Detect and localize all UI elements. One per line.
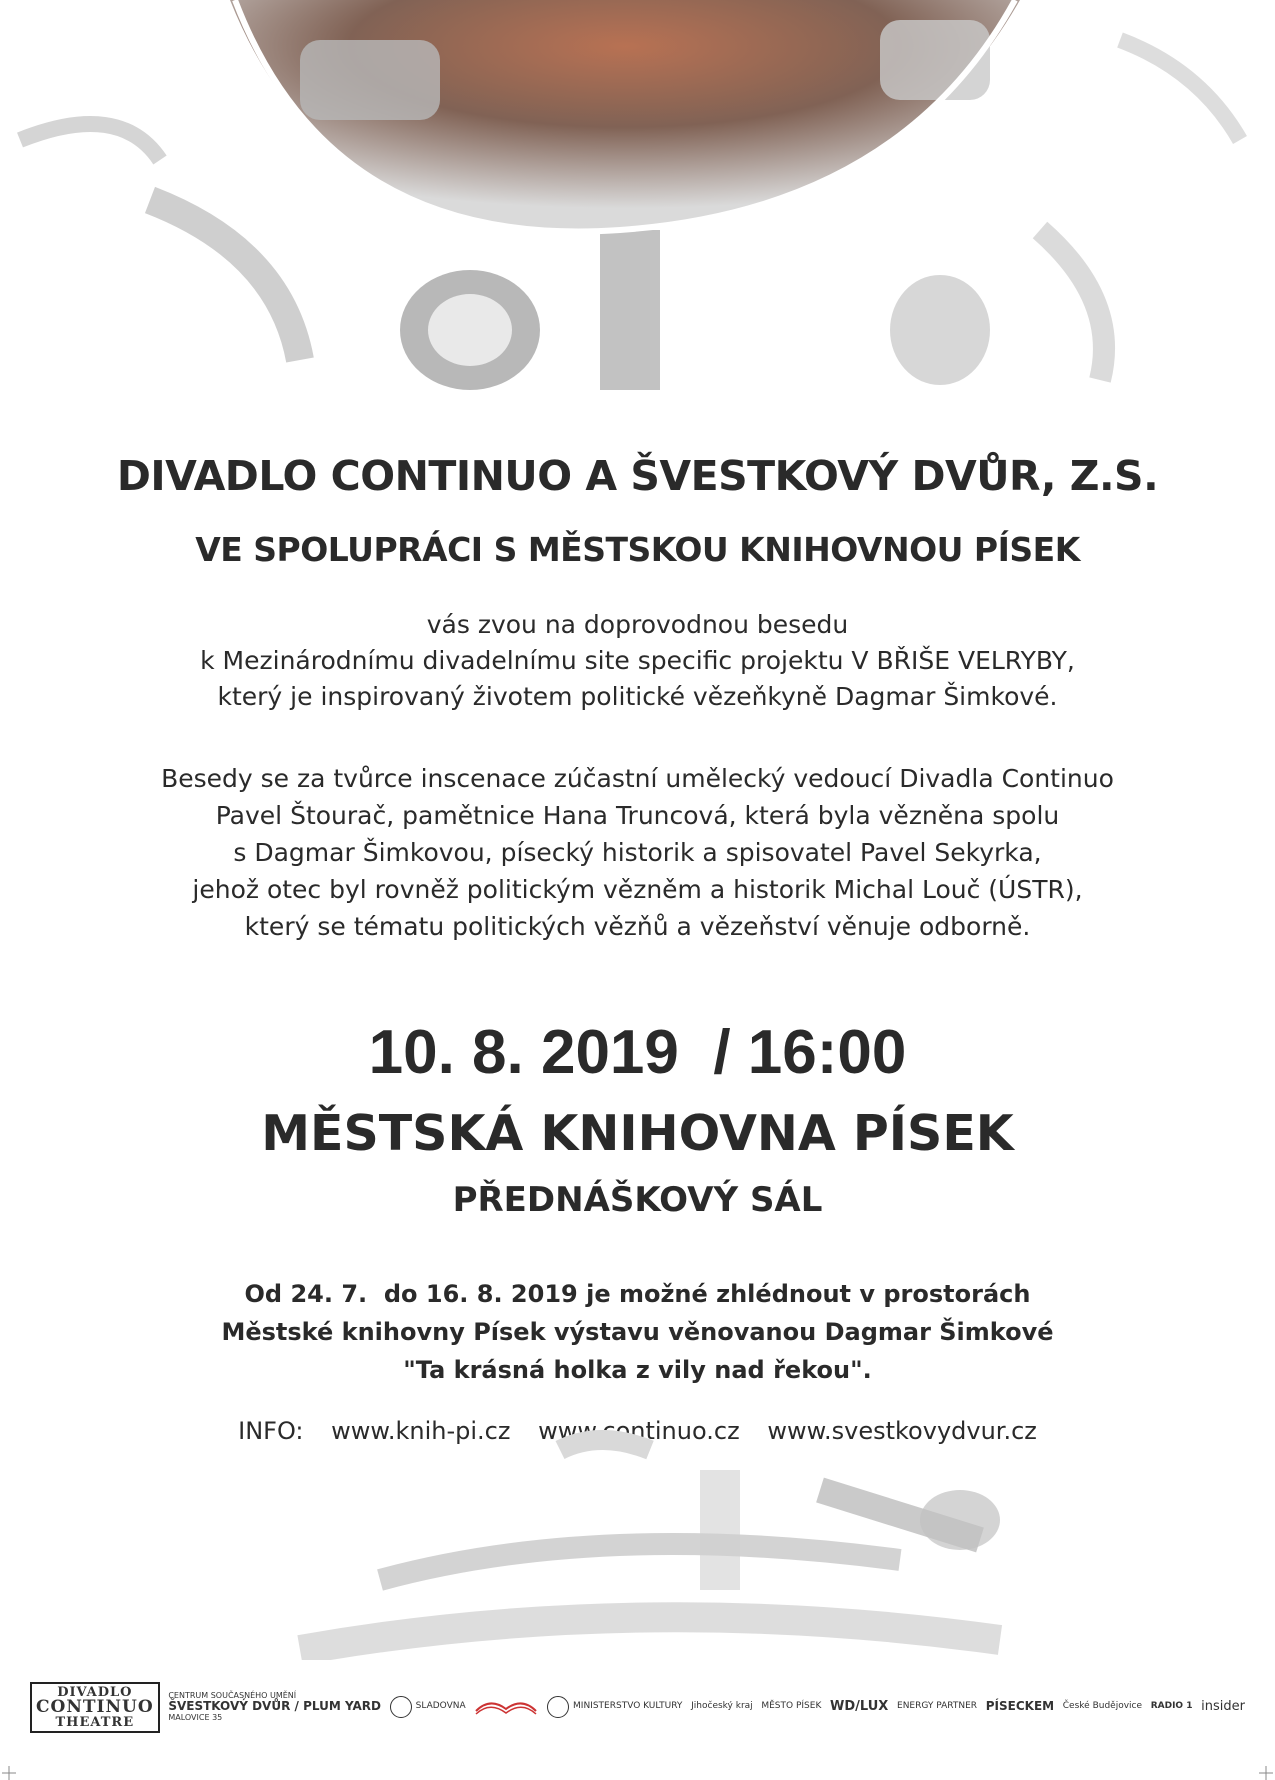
info-label: INFO: (238, 1417, 304, 1445)
ministry-logo (547, 1696, 682, 1718)
wave-icon (474, 1695, 538, 1715)
logo-text: DIVADLO (57, 1684, 133, 1700)
insider-logo: insider (1201, 1698, 1245, 1714)
intro-text (0, 607, 1275, 715)
event-room: PŘEDNÁŠKOVÝ SÁL (452, 1180, 823, 1220)
exhibition-line: Od 24. 7. do 16. 8. 2019 je možné zhlédnout v prostorách (244, 1280, 1031, 1308)
organizers-heading: DIVADLO CONTINUO A ŠVESTKOVÝ DVŮR, Z.S. (116, 452, 1159, 500)
participants-line: Besedy se za tvůrce inscenace zúčastní umělecký vedoucí Divadla Continuo (161, 764, 1114, 793)
logo-text: CONTINUO (36, 1696, 154, 1717)
info-link-knihovna[interactable]: www.knih-pi.cz (331, 1417, 511, 1445)
logo-text: THEATRE (55, 1714, 135, 1730)
crop-mark (1259, 1766, 1273, 1780)
intro-line: k Mezinárodnímu divadelnímu site specific projektu V BŘIŠE VELRYBY, (200, 646, 1075, 675)
cooperation-heading: VE SPOLUPRÁCI S MĚSTSKOU KNIHOVNOU PÍSEK (195, 530, 1080, 569)
logo-text: SLADOVNA (415, 1701, 466, 1712)
svestkovy-dvur-logo (168, 1692, 381, 1723)
energy-logo: ENERGY PARTNER (897, 1701, 978, 1712)
bottom-photo-collage (0, 1430, 1275, 1660)
exhibition-line: "Ta krásná holka z vily nad řekou". (403, 1356, 872, 1384)
intro-line: vás zvou na doprovodnou besedu (426, 610, 849, 639)
participants-line: který se tématu politických vězňů a vězeňství věnuje odborně. (244, 912, 1031, 941)
logo-text: CENTRUM SOUČASNÉHO UMĚNÍ (168, 1690, 297, 1700)
library-logo (474, 1695, 538, 1719)
cb-logo: České Budějovice (1062, 1701, 1143, 1712)
region-logo: Jihočeský kraj (691, 1701, 753, 1712)
exhibition-line: Městské knihovny Písek výstavu věnovanou Dagmar Šimkové (221, 1318, 1054, 1346)
crop-mark (2, 1766, 16, 1780)
info-link-svestkovy[interactable]: www.svestkovydvur.cz (767, 1417, 1037, 1445)
logo-text: ŠVESTKOVÝ DVŮR / PLUM YARD (168, 1699, 381, 1714)
logo-text: MINISTERSTVO KULTURY (573, 1701, 683, 1712)
intro-line: který je inspirovaný životem politické vězeňkyně Dagmar Šimkové. (217, 682, 1058, 711)
top-photo-collage (0, 0, 1275, 440)
participants-line: jehož otec byl rovněž politickým vězněm a historik Michal Louč (ÚSTR), (192, 875, 1083, 904)
info-link-continuo[interactable]: www.continuo.cz (538, 1417, 740, 1445)
radio-logo: RADIO 1 (1150, 1701, 1193, 1712)
city-logo: MĚSTO PÍSEK (761, 1701, 822, 1712)
piseckem-logo: PÍSECKEM (985, 1699, 1055, 1714)
wdlux-logo: WD/LUX (830, 1698, 889, 1714)
continuo-logo (30, 1682, 160, 1733)
logo-text: MALOVICE 35 (168, 1712, 223, 1722)
participants-line: s Dagmar Šimkovou, písecký historik a spisovatel Pavel Sekyrka, (233, 838, 1042, 867)
participants-text (0, 760, 1275, 945)
participants-line: Pavel Štourač, pamětnice Hana Truncová, která byla vězněna spolu (215, 801, 1060, 830)
exhibition-text (0, 1275, 1275, 1389)
partner-logos (30, 1672, 1245, 1742)
event-datetime: 10. 8. 2019 / 16:00 (368, 1018, 907, 1087)
sladovna-logo (390, 1696, 466, 1718)
event-venue: MĚSTSKÁ KNIHOVNA PÍSEK (261, 1105, 1014, 1162)
